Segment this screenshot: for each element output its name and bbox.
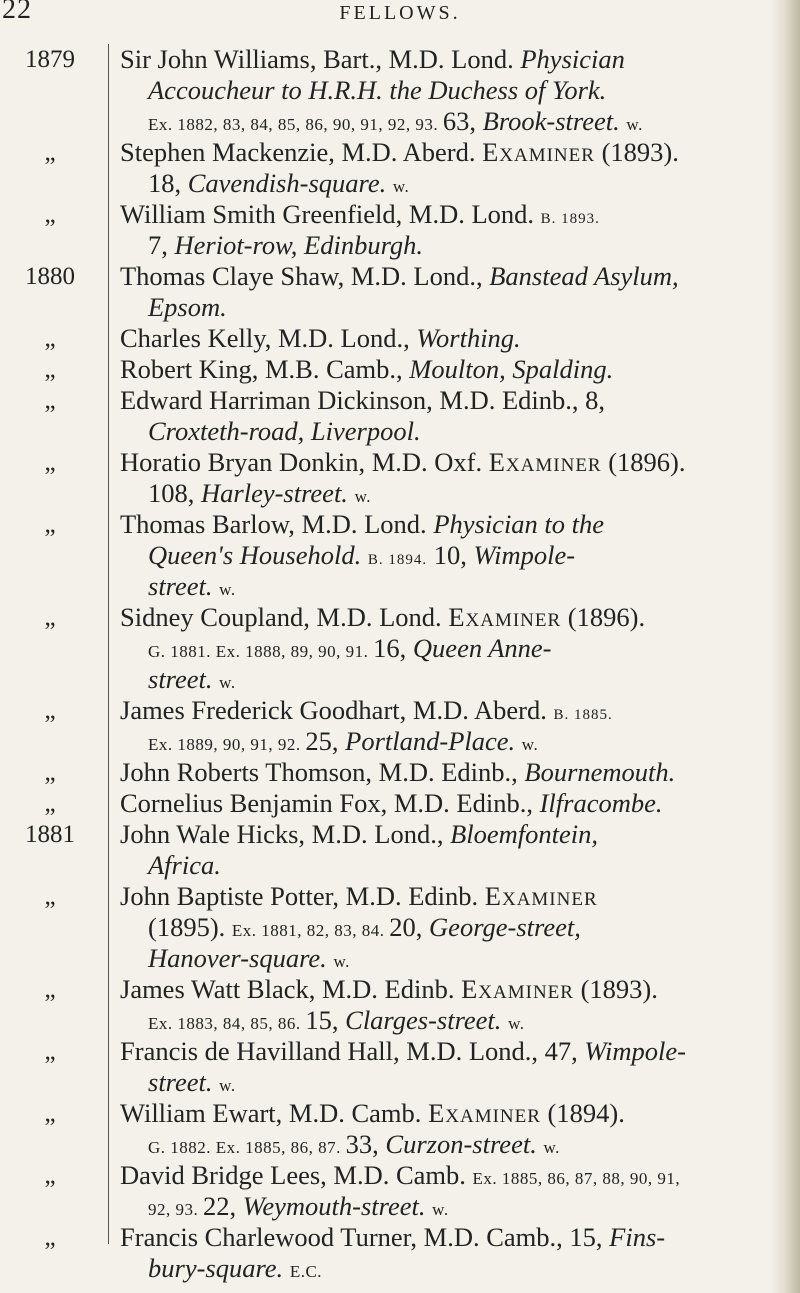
running-head: FELLOWS. xyxy=(339,2,461,24)
text-segment: William Ewart, M.D. Camb. xyxy=(120,1098,429,1128)
entry-text xyxy=(120,1036,768,1098)
entry-year: „ xyxy=(44,387,56,414)
text-segment: Ex. 1885, 86, 87, 88, 90, 91, xyxy=(472,1169,681,1188)
entry-line xyxy=(120,230,768,261)
entry-line xyxy=(120,912,768,943)
entry-text xyxy=(120,1222,768,1284)
entry-text xyxy=(120,881,768,974)
entry-year: „ xyxy=(44,511,56,538)
text-segment: Harley-street. xyxy=(201,478,348,508)
text-segment: Epsom. xyxy=(148,292,227,322)
fellow-entry xyxy=(0,881,780,974)
text-segment: 16, xyxy=(373,633,413,663)
page-number: 22 xyxy=(2,0,32,25)
fellow-entry xyxy=(0,199,780,261)
entry-year: „ xyxy=(44,1162,56,1189)
entry-line xyxy=(120,385,768,416)
text-segment: Queen Anne- xyxy=(412,633,552,663)
text-segment: 92, 93. xyxy=(148,1200,203,1219)
fellow-entry xyxy=(0,44,780,137)
entry-year: „ xyxy=(44,139,56,166)
entry-text xyxy=(120,974,768,1036)
entry-year: „ xyxy=(44,1224,56,1251)
text-segment: Ex. 1883, 84, 85, 86. xyxy=(148,1014,306,1033)
text-segment: James Watt Black, M.D. Edinb. xyxy=(120,974,462,1004)
text-segment: Physician xyxy=(520,44,625,74)
text-segment: (1893). xyxy=(573,974,658,1004)
text-segment: Ex. 1881, 82, 83, 84. xyxy=(231,921,390,940)
text-segment: Charles Kelly, M.D. Lond., xyxy=(120,323,417,353)
entry-line xyxy=(120,1191,768,1222)
page-header xyxy=(0,0,800,34)
text-segment: Wimpole- xyxy=(473,540,576,570)
text-segment: G. 1882. Ex. 1885, 86, 87. xyxy=(148,1138,346,1157)
text-segment: 10, xyxy=(427,540,474,570)
text-segment: James Frederick Goodhart, M.D. Aberd. xyxy=(120,695,554,725)
entry-year: „ xyxy=(44,1038,56,1065)
entry-text xyxy=(120,819,768,881)
text-segment: Weymouth-street. xyxy=(242,1191,426,1221)
text-segment: Portland-Place. xyxy=(345,726,516,756)
text-segment: Francis Charlewood Turner, M.D. Camb., 15, xyxy=(120,1222,610,1252)
text-segment: Sir John Williams, Bart., M.D. Lond. xyxy=(120,44,521,74)
text-segment: George-street, xyxy=(429,912,581,942)
text-segment: Bloemfontein, xyxy=(450,819,599,849)
entry-year: „ xyxy=(44,697,56,724)
text-segment: 33, xyxy=(345,1129,386,1159)
text-segment: Francis de Havilland Hall, M.D. Lond., 47, xyxy=(120,1036,585,1066)
fellow-entry xyxy=(0,788,780,819)
fellow-entry xyxy=(0,354,780,385)
entry-line xyxy=(120,788,768,819)
fellow-entry xyxy=(0,695,780,757)
entry-text xyxy=(120,602,768,695)
text-segment: bury-square. xyxy=(148,1253,284,1283)
fellow-entry xyxy=(0,602,780,695)
entry-year: „ xyxy=(44,759,56,786)
fellow-entry xyxy=(0,1160,780,1222)
text-segment: (1895). xyxy=(148,912,232,942)
entry-year: 1881 xyxy=(25,821,75,848)
text-segment: John Roberts Thomson, M.D. Edinb., xyxy=(120,757,525,787)
text-segment: Wimpole- xyxy=(584,1036,686,1066)
entry-text xyxy=(120,354,768,385)
text-segment: Moulton, Spalding. xyxy=(409,354,614,384)
text-segment: w. xyxy=(543,1138,560,1157)
text-segment: Robert King, M.B. Camb., xyxy=(120,354,410,384)
entry-line xyxy=(120,447,768,478)
entry-line xyxy=(120,106,768,137)
entry-line xyxy=(120,974,768,1005)
text-segment xyxy=(283,1253,290,1283)
text-segment: street. xyxy=(148,664,213,694)
text-segment: Physician to the xyxy=(433,509,605,539)
text-segment: w. xyxy=(521,735,539,754)
entry-text xyxy=(120,1160,768,1222)
text-segment: G. 1881. Ex. 1888, 89, 90, 91. xyxy=(148,642,374,661)
entry-line xyxy=(120,757,768,788)
text-segment xyxy=(386,168,393,198)
text-segment: Worthing. xyxy=(416,323,521,353)
entry-line xyxy=(120,1036,768,1067)
text-segment: Stephen Mackenzie, M.D. Aberd. xyxy=(120,137,483,167)
entry-line xyxy=(120,664,768,695)
text-segment: 18, xyxy=(148,168,188,198)
text-segment: Sidney Coupland, M.D. Lond. xyxy=(120,602,449,632)
text-segment: 15, xyxy=(305,1005,346,1035)
entry-year: „ xyxy=(44,449,56,476)
fellow-entry xyxy=(0,261,780,323)
entry-line xyxy=(120,571,768,602)
entry-text xyxy=(120,695,768,757)
text-segment: w. xyxy=(219,1076,236,1095)
text-segment: w. xyxy=(508,1014,525,1033)
entry-year: 1879 xyxy=(25,46,75,73)
text-segment: Accoucheur to H.R.H. the Duchess of York. xyxy=(148,75,607,105)
fellow-entry xyxy=(0,323,780,354)
entry-line xyxy=(120,75,768,106)
entry-line xyxy=(120,168,768,199)
text-segment: Ilfracombe. xyxy=(539,788,663,818)
fellow-entry xyxy=(0,509,780,602)
entry-line xyxy=(120,509,768,540)
text-segment: Examiner xyxy=(448,602,562,632)
fellow-entry xyxy=(0,1222,780,1284)
text-segment xyxy=(348,478,355,508)
entry-year: 1880 xyxy=(25,263,75,290)
text-segment: 63, xyxy=(442,106,483,136)
entry-text xyxy=(120,1098,768,1160)
entry-year: „ xyxy=(44,201,56,228)
entry-line xyxy=(120,44,768,75)
text-segment: (1894). xyxy=(540,1098,625,1128)
text-segment: Queen's Household. xyxy=(148,540,362,570)
entry-line xyxy=(120,1222,768,1253)
text-segment: w. xyxy=(219,580,236,599)
text-segment: Edward Harriman Dickinson, M.D. Edinb., 8, xyxy=(120,385,606,415)
entry-text xyxy=(120,385,768,447)
entry-text xyxy=(120,509,768,602)
entry-year: „ xyxy=(44,790,56,817)
entry-line xyxy=(120,354,768,385)
entry-line xyxy=(120,1005,768,1036)
text-segment: w. xyxy=(333,952,350,971)
text-segment: w. xyxy=(626,115,643,134)
entry-text xyxy=(120,44,768,137)
text-segment: John Baptiste Potter, M.D. Edinb. xyxy=(120,881,485,911)
text-segment: 22, xyxy=(203,1191,243,1221)
text-segment: Banstead Asylum, xyxy=(489,261,679,291)
text-segment: w. xyxy=(392,177,410,196)
text-segment: Examiner xyxy=(488,447,602,477)
entry-line xyxy=(120,416,768,447)
entry-line xyxy=(120,261,768,292)
entry-year: „ xyxy=(44,1100,56,1127)
text-segment: Examiner xyxy=(461,974,574,1004)
text-segment: (1896). xyxy=(601,447,686,477)
text-segment: Ex. 1889, 90, 91, 92. xyxy=(148,735,306,754)
fellow-entry xyxy=(0,757,780,788)
entry-text xyxy=(120,757,768,788)
entry-year: „ xyxy=(44,976,56,1003)
entry-year: „ xyxy=(44,883,56,910)
fellow-entry xyxy=(0,1036,780,1098)
text-segment: Thomas Barlow, M.D. Lond. xyxy=(120,509,434,539)
entry-text xyxy=(120,137,768,199)
text-segment: Thomas Claye Shaw, M.D. Lond., xyxy=(120,261,490,291)
entry-text xyxy=(120,199,768,261)
text-segment: w. xyxy=(219,673,236,692)
text-segment: 108, xyxy=(148,478,201,508)
entry-line xyxy=(120,478,768,509)
text-segment: Fins- xyxy=(609,1222,666,1252)
text-segment: 20, xyxy=(389,912,430,942)
text-segment: street. xyxy=(148,571,213,601)
entry-text xyxy=(120,788,768,819)
entry-line xyxy=(120,943,768,974)
text-segment: Examiner xyxy=(482,137,595,167)
entry-line xyxy=(120,850,768,881)
entry-line xyxy=(120,602,768,633)
text-segment: Examiner xyxy=(428,1098,541,1128)
text-segment: B. 1885. xyxy=(553,707,613,723)
entry-line xyxy=(120,323,768,354)
text-segment: Curzon-street. xyxy=(385,1129,537,1159)
fellow-entry xyxy=(0,447,780,509)
entry-line xyxy=(120,819,768,850)
text-segment: Heriot-row, Edinburgh. xyxy=(174,230,424,260)
text-segment: John Wale Hicks, M.D. Lond., xyxy=(120,819,451,849)
entry-year: „ xyxy=(44,604,56,631)
text-segment: Clarges-street. xyxy=(345,1005,502,1035)
text-segment: w. xyxy=(354,487,371,506)
entry-line xyxy=(120,292,768,323)
entry-line xyxy=(120,1067,768,1098)
text-segment: (1893). xyxy=(594,137,679,167)
entry-line xyxy=(120,881,768,912)
text-segment: (1896). xyxy=(561,602,646,632)
text-segment: Bournemouth. xyxy=(524,757,676,787)
fellow-entry xyxy=(0,974,780,1036)
text-segment: w. xyxy=(432,1200,449,1219)
entry-line xyxy=(120,726,768,757)
text-segment: 7, xyxy=(148,230,175,260)
text-segment: Brook-street. xyxy=(482,106,620,136)
text-segment: Ex. 1882, 83, 84, 85, 86, 90, 91, 92, 93. xyxy=(148,115,443,134)
entry-line xyxy=(120,540,768,571)
fellow-entry xyxy=(0,1098,780,1160)
text-segment: Cornelius Benjamin Fox, M.D. Edinb., xyxy=(120,788,540,818)
text-segment: Cavendish-square. xyxy=(187,168,387,198)
entry-year: „ xyxy=(44,325,56,352)
text-segment: David Bridge Lees, M.D. Camb. xyxy=(120,1160,473,1190)
entry-line xyxy=(120,633,768,664)
entry-line xyxy=(120,1098,768,1129)
fellow-entry xyxy=(0,819,780,881)
text-segment: 25, xyxy=(305,726,346,756)
text-segment: B. 1893. xyxy=(540,211,600,227)
entry-line xyxy=(120,1160,768,1191)
entry-line xyxy=(120,137,768,168)
entry-line xyxy=(120,695,768,726)
text-segment: E.C. xyxy=(289,1262,323,1281)
text-segment: Croxteth-road, Liverpool. xyxy=(148,416,421,446)
text-segment xyxy=(515,726,522,756)
text-segment: B. 1894. xyxy=(367,552,428,568)
entry-text xyxy=(120,323,768,354)
text-segment xyxy=(361,540,368,570)
text-segment: Hanover-square. xyxy=(148,943,327,973)
entry-line xyxy=(120,1129,768,1160)
text-segment: Examiner xyxy=(484,881,598,911)
entry-line xyxy=(120,199,768,230)
fellow-entry xyxy=(0,137,780,199)
text-segment: Africa. xyxy=(148,850,221,880)
entry-text xyxy=(120,447,768,509)
text-segment: street. xyxy=(148,1067,213,1097)
entry-line xyxy=(120,1253,768,1284)
text-segment: Horatio Bryan Donkin, M.D. Oxf. xyxy=(120,447,489,477)
fellow-entry xyxy=(0,385,780,447)
entry-text xyxy=(120,261,768,323)
entry-year: „ xyxy=(44,356,56,383)
text-segment: William Smith Greenfield, M.D. Lond. xyxy=(120,199,541,229)
